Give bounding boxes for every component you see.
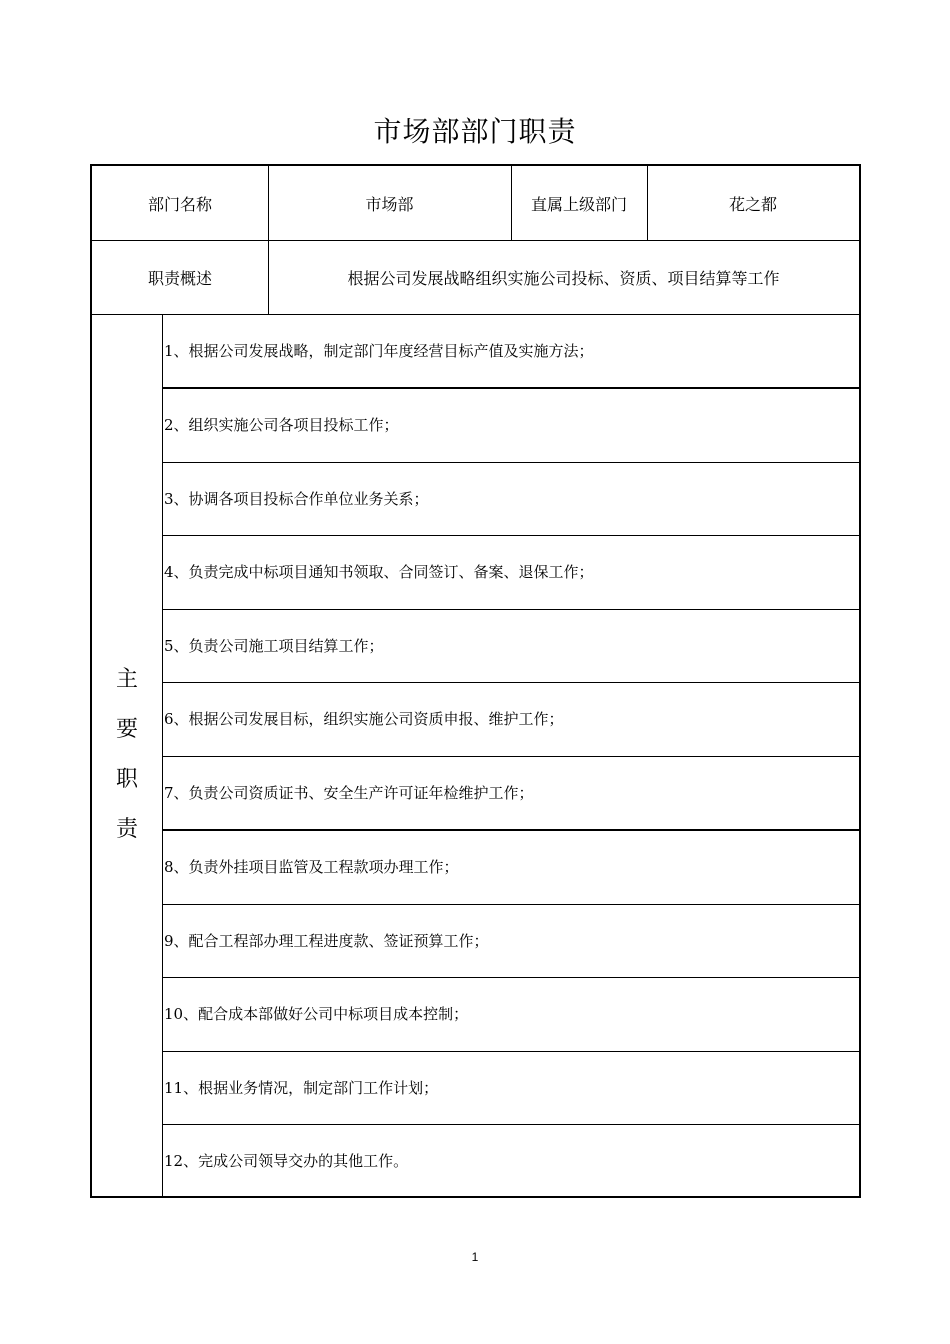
page-title: 市场部部门职责 — [373, 115, 577, 148]
overview-row — [92, 240, 859, 314]
duty-item: 10、配合成本部做好公司中标项目成本控制； — [164, 1005, 469, 1024]
responsibility-table — [90, 164, 861, 1198]
overview-value: 根据公司发展战略组织实施公司投标、资质、项目结算等工作 — [347, 268, 780, 288]
duty-item: 2、组织实施公司各项目投标工作； — [164, 416, 399, 435]
main-duties-char: 要 — [115, 717, 138, 742]
dept-name-value: 市场部 — [365, 194, 414, 214]
duty-item: 1、根据公司发展战略，制定部门年度经营目标产值及实施方法； — [164, 342, 594, 361]
main-duties-label — [92, 314, 162, 1196]
superior-dept-label: 直属上级部门 — [530, 194, 627, 214]
duty-item: 4、负责完成中标项目通知书领取、合同签订、备案、退保工作； — [164, 563, 594, 582]
duty-item: 7、负责公司资质证书、安全生产许可证年检维护工作； — [164, 784, 534, 803]
main-duties-char: 主 — [115, 667, 138, 692]
page-number: 1 — [471, 1250, 479, 1264]
duty-item: 6、根据公司发展目标，组织实施公司资质申报、维护工作； — [164, 710, 564, 729]
duty-item: 5、负责公司施工项目结算工作； — [164, 637, 384, 656]
duty-item: 11、根据业务情况，制定部门工作计划； — [164, 1079, 439, 1098]
header-row — [92, 166, 859, 240]
duty-item: 3、协调各项目投标合作单位业务关系； — [164, 490, 429, 509]
duty-item: 8、负责外挂项目监管及工程款项办理工作； — [164, 858, 459, 877]
duty-item: 9、配合工程部办理工程进度款、签证预算工作； — [164, 932, 489, 951]
main-duties-char: 责 — [115, 817, 138, 842]
dept-name-label: 部门名称 — [147, 194, 212, 214]
superior-dept-value: 花之都 — [728, 194, 777, 214]
overview-label: 职责概述 — [147, 268, 212, 288]
main-duties-char: 职 — [115, 767, 138, 792]
duty-item: 12、完成公司领导交办的其他工作。 — [164, 1152, 409, 1171]
